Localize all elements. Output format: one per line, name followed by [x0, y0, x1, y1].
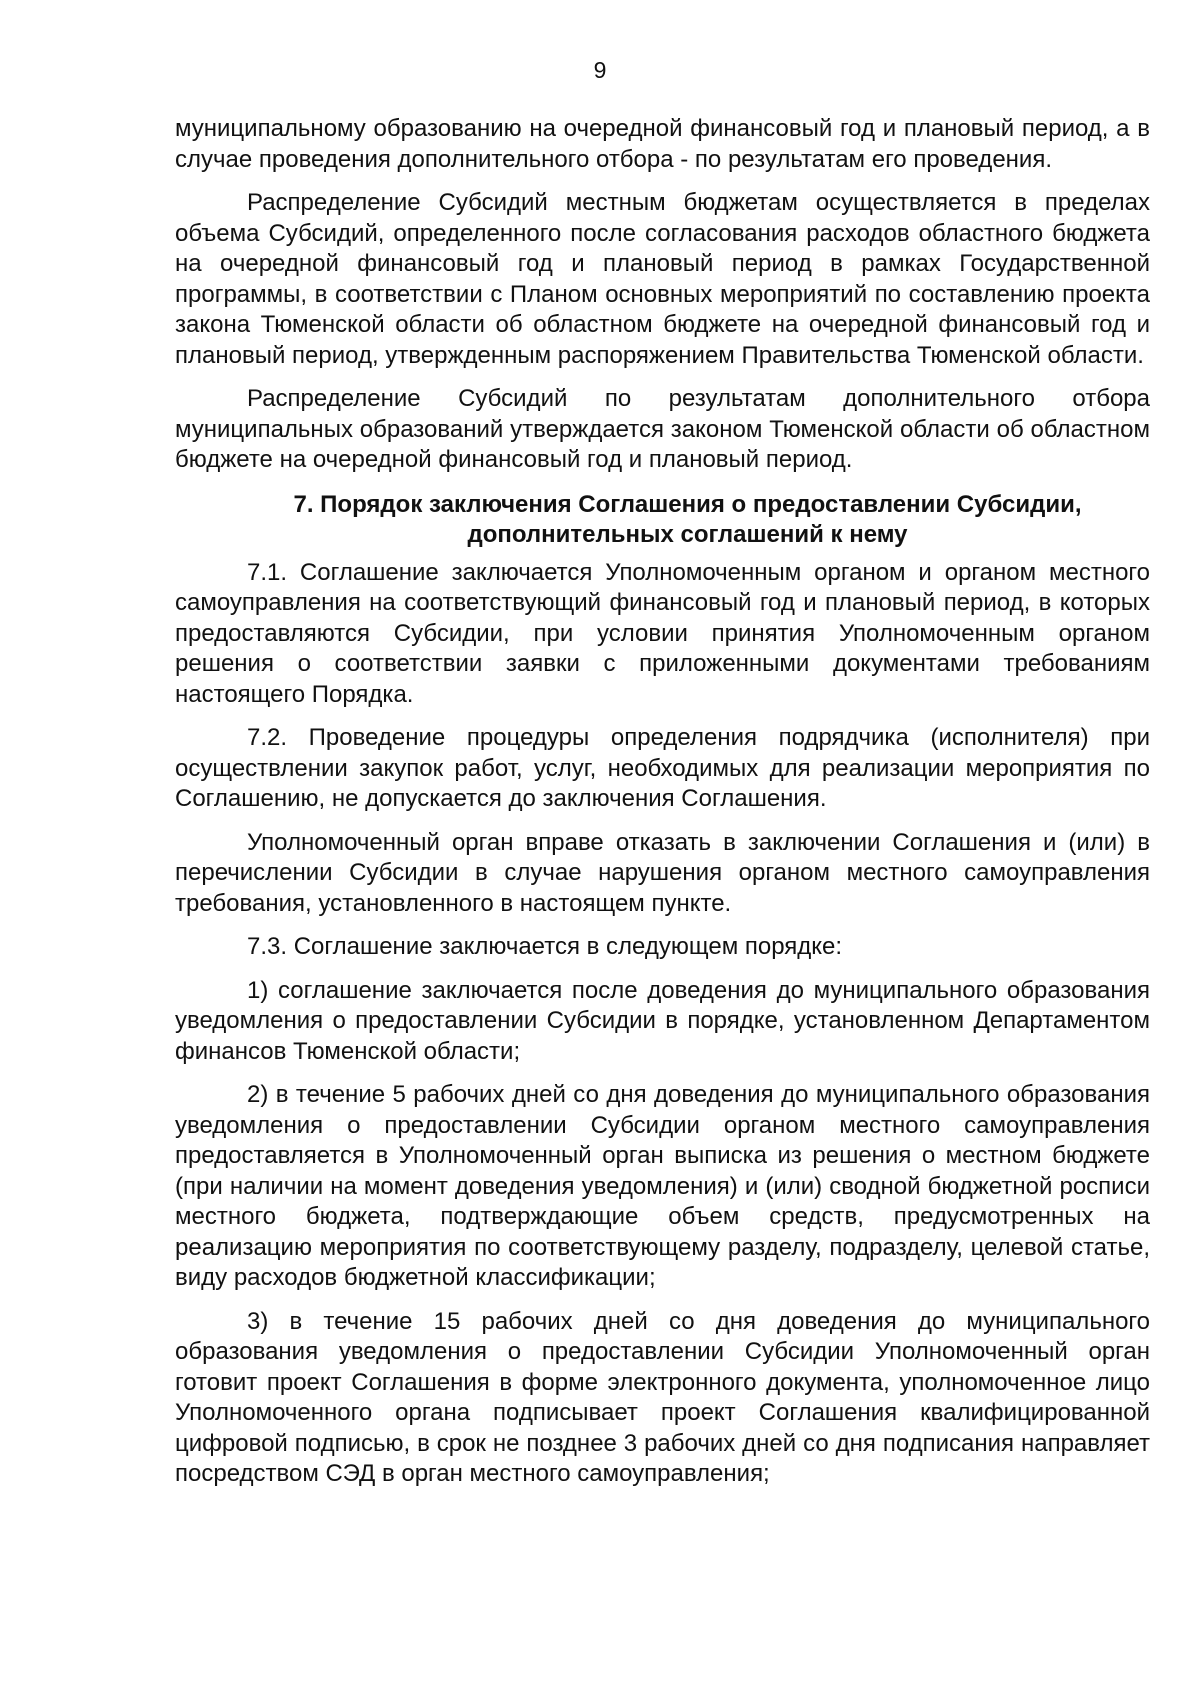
list-item-2: 2) в течение 5 рабочих дней со дня доведения до муниципального образования уведомления о предоставлении Субсидии органом местного самоуправления предоставляется в Уполномоченный орган выписка из решения о местном бюджете (при наличии на момент доведения уведомления) и (или) сводной бюджетной росписи местного бюджета, подтверждающие объем средств, предусмотренных на реализацию мероприятия по соответствующему разделу, подразделу, целевой статье, виду расходов бюджетной классификации; [175, 1081, 1150, 1291]
list-item-1: 1) соглашение заключается после доведения до муниципального образования уведомления о предоставлении Субсидии в порядке, установленном Департаментом финансов Тюменской области; [175, 976, 1150, 1065]
paragraph-distribution-local-budgets: Распределение Субсидий местным бюджетам осуществляется в пределах объема Субсидий, определенного после согласования расходов областного бюджета на очередной финансовый год и плановый период в рамках Государственной программы, в соответствии с Планом основных мероприятий по составлению проекта закона Тюменской области об областном бюджете на очередной финансовый год и плановый период, утвержденным распоряжением Правительства Тюменской области. [175, 189, 1150, 369]
section-heading-line-1: 7. Порядок заключения Соглашения о предоставлении Субсидии, [293, 490, 1082, 518]
paragraph-refusal: Уполномоченный орган вправе отказать в заключении Соглашения и (или) в перечислении Субсидии в случае нарушения органом местного самоуправления требования, установленного в настоящем пункте. [175, 828, 1150, 917]
paragraph-7-3: 7.3. Соглашение заключается в следующем порядке: [247, 933, 843, 960]
paragraph-distribution-additional-selection: Распределение Субсидий по результатам дополнительного отбора муниципальных образований утверждается законом Тюменской области об областном бюджете на очередной финансовый год и плановый период. [175, 385, 1150, 473]
paragraph-7-1: 7.1. Соглашение заключается Уполномоченным органом и органом местного самоуправления на соответствующий финансовый год и плановый период, в которых предоставляются Субсидии, при условии принятия Уполномоченным органом решения о соответствии заявки с приложенными документами требованиям настоящего Порядка. [175, 558, 1150, 708]
section-heading-line-2: дополнительных соглашений к нему [467, 520, 908, 548]
page-number: 9 [593, 57, 607, 83]
paragraph-continuation: муниципальному образованию на очередной финансовый год и плановый период, а в случае проведения дополнительного отбора - по результатам его проведения. [175, 115, 1150, 173]
paragraph-7-2: 7.2. Проведение процедуры определения подрядчика (исполнителя) при осуществлении закупок работ, услуг, необходимых для реализации мероприятия по Соглашению, не допускается до заключения Соглашения. [175, 724, 1150, 812]
document-body [175, 114, 1150, 1503]
list-item-3: 3) в течение 15 рабочих дней со дня доведения до муниципального образования уведомления о предоставлении Субсидии Уполномоченный орган готовит проект Соглашения в форме электронного документа, уполномоченное лицо Уполномоченного органа подписывает проект Соглашения квалифицированной цифровой подписью, в срок не позднее 3 рабочих дней со дня подписания направляет посредством СЭД в орган местного самоуправления; [175, 1307, 1150, 1487]
section-heading [175, 490, 1150, 550]
